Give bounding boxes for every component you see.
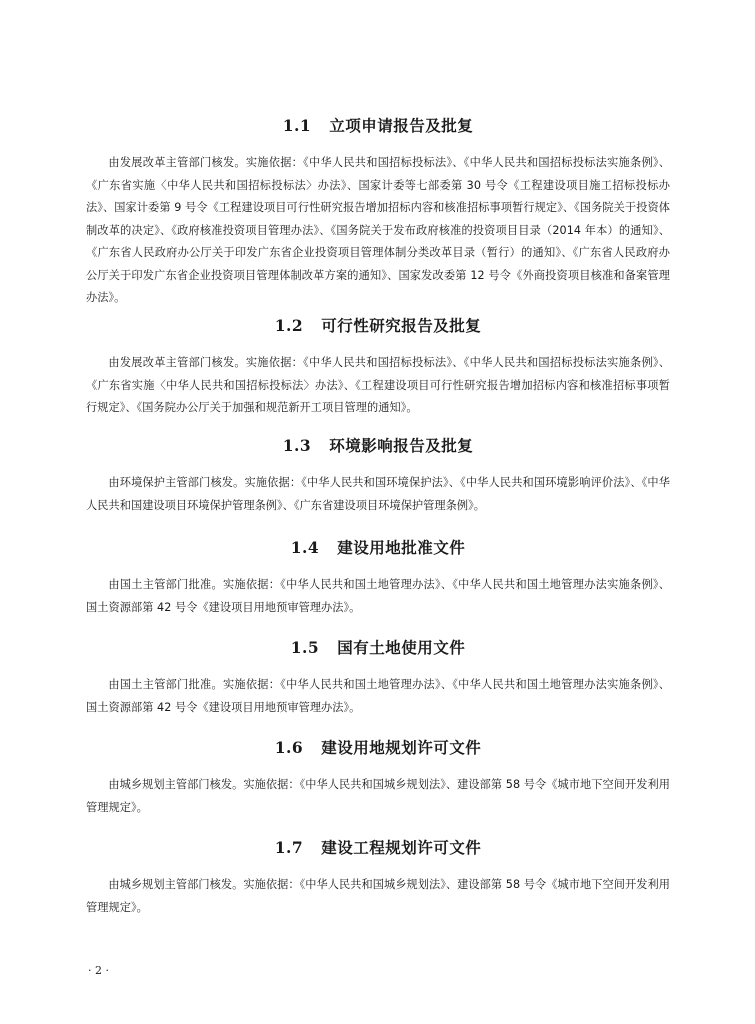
section-1-2 (86, 316, 670, 420)
section-title: 立项申请报告及批复 (329, 116, 474, 135)
section-title: 建设用地规划许可文件 (321, 738, 482, 757)
section-number: 1.1 (282, 116, 312, 135)
section-body: 由环境保护主管部门核发。实施依据：《中华人民共和国环境保护法》、《中华人民共和国环境影响评价法》、《中华人民共和国建设项目环境保护管理条例》、《广东省建设项目环境保护管理条例》。 (86, 476, 670, 512)
section-heading (86, 116, 670, 136)
section-heading (86, 738, 670, 758)
section-title: 建设用地批准文件 (337, 538, 466, 557)
page-number: · 2 · (88, 964, 109, 977)
section-number: 1.3 (282, 436, 312, 455)
section-body: 由城乡规划主管部门核发。实施依据：《中华人民共和国城乡规划法》、建设部第 58 号令《城市地下空间开发利用管理规定》。 (86, 878, 670, 914)
section-number: 1.4 (290, 538, 320, 557)
section-body: 由发展改革主管部门核发。实施依据：《中华人民共和国招标投标法》、《中华人民共和国招标投标法实施条例》、《广东省实施〈中华人民共和国招标投标法〉办法》、《工程建设项目可行性研究报告增加招标内容和核准招标事项暂行规定》、《国务院办公厅关于加强和规范新开工项目管理的通知》。 (86, 356, 670, 414)
section-number: 1.7 (274, 838, 304, 857)
section-1-6 (86, 738, 670, 819)
section-number: 1.6 (274, 738, 304, 757)
section-1-5 (86, 638, 670, 719)
section-number: 1.5 (290, 638, 320, 657)
section-title: 可行性研究报告及批复 (321, 316, 482, 335)
section-body: 由城乡规划主管部门核发。实施依据：《中华人民共和国城乡规划法》、建设部第 58 号令《城市地下空间开发利用管理规定》。 (86, 778, 670, 814)
section-heading (86, 838, 670, 858)
section-heading (86, 436, 670, 456)
section-title: 环境影响报告及批复 (329, 436, 474, 455)
section-1-3 (86, 436, 670, 517)
section-1-7 (86, 838, 670, 919)
section-title: 建设工程规划许可文件 (321, 838, 482, 857)
section-heading (86, 638, 670, 658)
section-heading (86, 316, 670, 336)
section-body: 由发展改革主管部门核发。实施依据：《中华人民共和国招标投标法》、《中华人民共和国招标投标法实施条例》、《广东省实施〈中华人民共和国招标投标法〉办法》、国家计委等七部委第 30 号令《工程建设项目施工招标投标办法》、国家计委第 9 号令《工程建设项目可行性研究报告增加招标内容和核准招标事项暂行规定》、《国务院关于投资体制改革的决定》、《政府核准投资项目管理办法》、《国务院关于发布政府核准的投资项目目录（2014 年本）的通知》、《广东省人民政府办公厅关于印发广东省企业投资项目管理体制分类改革目录（暂行）的通知》、《广东省人民政府办公厅关于印发广东省企业投资项目管理体制改革方案的通知》、国家发改委第 12 号令《外商投资项目核准和备案管理办法》。 (86, 156, 670, 304)
section-heading (86, 538, 670, 558)
section-number: 1.2 (274, 316, 304, 335)
section-body: 由国土主管部门批准。实施依据：《中华人民共和国土地管理办法》、《中华人民共和国土地管理办法实施条例》、国土资源部第 42 号令《建设项目用地预审管理办法》。 (86, 678, 670, 714)
section-1-1 (86, 116, 670, 310)
section-title: 国有土地使用文件 (337, 638, 466, 657)
section-1-4 (86, 538, 670, 619)
section-body: 由国土主管部门批准。实施依据：《中华人民共和国土地管理办法》、《中华人民共和国土地管理办法实施条例》、国土资源部第 42 号令《建设项目用地预审管理办法》。 (86, 578, 670, 614)
